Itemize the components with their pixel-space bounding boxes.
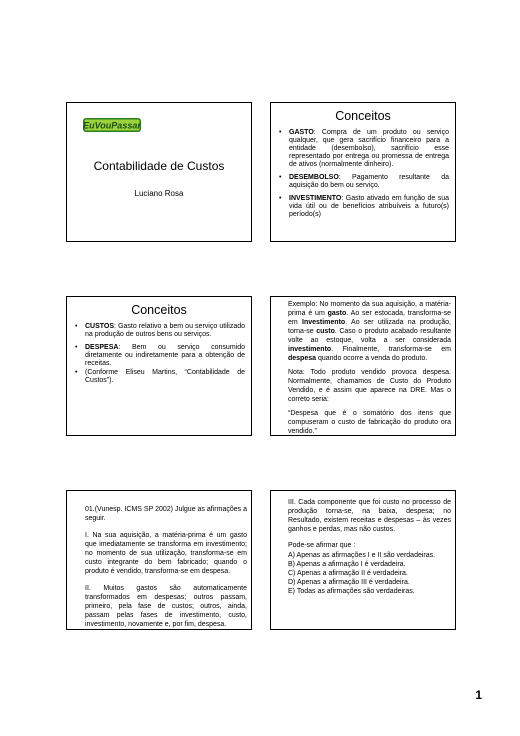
slide-3-bullets — [67, 323, 251, 385]
slide-2 — [270, 102, 456, 242]
slide-3 — [66, 296, 252, 436]
bullet-desembolso: • DESEMBOLSO: Pagamento resultante da aquisição do bem ou serviço. — [279, 174, 449, 190]
svg-text:EuVouPassar: EuVouPassar — [83, 120, 141, 131]
option-e: E) Todas as afirmações são verdadeiras. — [288, 588, 415, 595]
slide-5-statement-1: I. Na sua aquisição, a matéria-prima é um gasto que imediatamente se transforma em investimento; no momento de sua utilização, transforma-se em custo integrante do bem fabricado; quando o produto é vendido, transforma-se em despesa. — [85, 532, 247, 575]
slide-4-note: Nota: Todo produto vendido provoca despesa. Normalmente, chamamos de Custo do Produto Vendido, e é assim que aparece na DRE. Mas o correto seria: — [288, 369, 451, 403]
option-a: A) Apenas as afirmações I e II são verdadeiras. — [288, 552, 436, 559]
slide-5 — [66, 490, 252, 630]
bullet-gasto: • GASTO: Compra de um produto ou serviço qualquer, que gera sacrifício financeiro para a entidade (desembolso), sacrifício esse representado por entrega ou promessa de entrega de ativos (normalmente dinheiro). — [279, 129, 449, 169]
slide-6-statement-3: III. Cada componente que foi custo no processo de produção torna-se, na baixa, despesa; no Resultado, existem receitas e despesas – às vezes ganhos e perdas, mas não custos. — [288, 499, 451, 533]
slide-2-title: Conceitos — [335, 109, 391, 123]
slide-6 — [270, 490, 456, 630]
bullet-investimento: • INVESTIMENTO: Gasto ativado em função de sua vida útil ou de benefícios atribuíveis a futuro(s) período(s) — [279, 195, 449, 219]
slide-5-question: 01.(Vunesp. ICMS SP 2002) Julgue as afirmações a seguir. — [85, 506, 247, 522]
bullet-custos: • CUSTOS: Gasto relativo a bem ou serviço utilizado na produção de outros bens ou serviços. — [75, 323, 245, 339]
slide-1-author: Luciano Rosa — [134, 189, 184, 198]
slide-6-prompt: Pode-se afirmar que : — [288, 542, 356, 549]
option-d: D) Apenas a afirmação III é verdadeira. — [288, 579, 410, 586]
slide-4 — [270, 296, 456, 436]
slide-1 — [66, 102, 252, 242]
page-number: 1 — [475, 688, 482, 702]
option-b: B) Apenas a afirmação I é verdadeira. — [288, 561, 406, 568]
bullet-source: • (Conforme Eliseu Martins, “Contabilidade de Custos”). — [75, 369, 245, 385]
slide-2-bullets — [271, 129, 455, 219]
slide-3-title: Conceitos — [131, 303, 187, 317]
option-c: C) Apenas a afirmação II é verdadeira. — [288, 570, 408, 577]
bullet-despesa: • DESPESA: Bem ou serviço consumido diretamente ou indiretamente para a obtenção de receitas. — [75, 344, 245, 368]
slide-5-statement-2: II. Muitos gastos são automaticamente transformados em despesas; outros passam, primeiro, pela fase de custos; outros, ainda, passam pelas fases de investimento, custo, investimento, novamente e, por fim, despesa. — [85, 585, 247, 628]
slide-4-quote: “Despesa que é o somatório dos itens que compuseram o custo de fabricação do produto ora vendido.” — [288, 410, 451, 435]
slide-1-title: Contabilidade de Custos — [93, 159, 225, 173]
slide-4-example: Exemplo: No momento da sua aquisição, a matéria-prima é um gasto. Ao ser estocada, transforma-se em Investimento. Ao ser utilizada na produção, torna-se custo. Caso o produto acabado resultante volte ao estoque, volta a ser considerada investimento. Finalmente, transforma-se em despesa quando ocorre a venda do produto. — [288, 301, 451, 362]
euvoupassar-logo — [83, 117, 141, 133]
